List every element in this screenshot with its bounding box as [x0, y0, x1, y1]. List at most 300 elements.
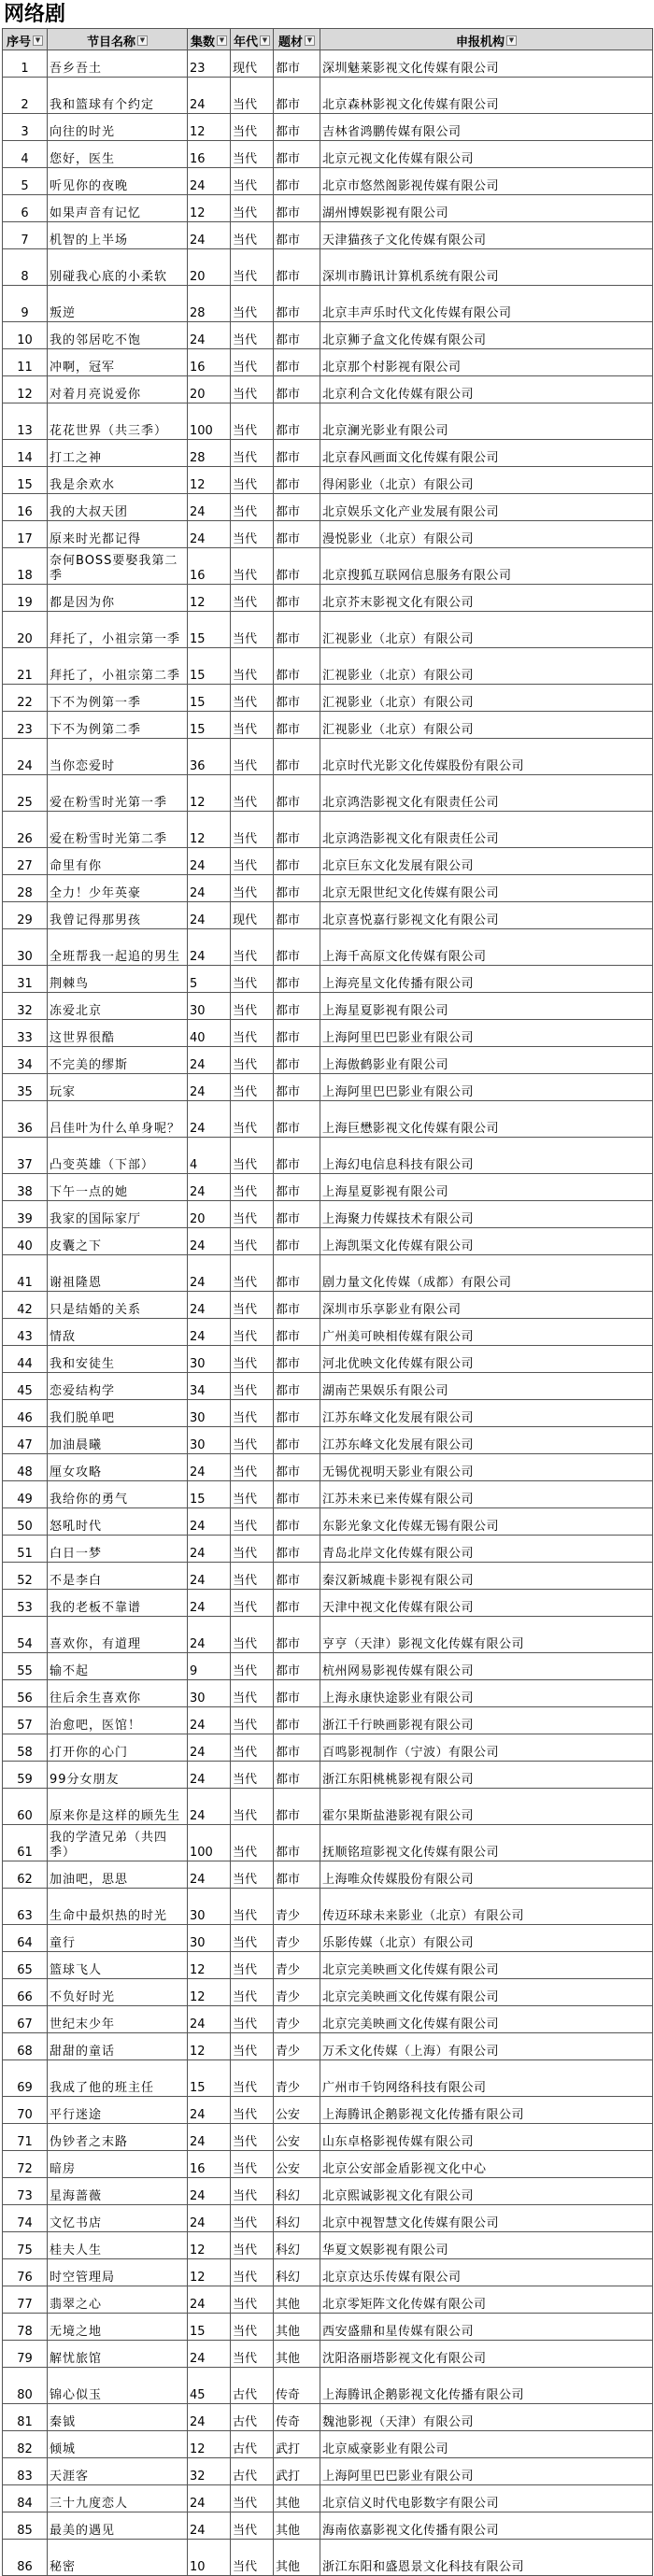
cell-era: 当代 [231, 812, 274, 848]
cell-name: 只是结婚的关系 [48, 1292, 188, 1319]
cell-genre: 其他 [274, 2512, 320, 2540]
cell-episodes: 12 [188, 1979, 231, 2006]
cell-name: 命里有你 [48, 848, 188, 875]
cell-episodes: 16 [188, 141, 231, 168]
cell-name: 喜欢你，有道理 [48, 1617, 188, 1653]
cell-genre: 青少 [274, 2033, 320, 2060]
cell-org: 秦汉新城鹿卡影视有限公司 [320, 1563, 653, 1590]
cell-era: 当代 [231, 1201, 274, 1228]
cell-org: 汇视影业（北京）有限公司 [320, 612, 653, 648]
cell-episodes: 5 [188, 966, 231, 993]
table-row [3, 1400, 653, 1427]
cell-episodes: 24 [188, 1734, 231, 1762]
cell-era: 当代 [231, 1508, 274, 1536]
cell-genre: 公安 [274, 2124, 320, 2151]
cell-episodes: 24 [188, 1590, 231, 1617]
cell-era: 当代 [231, 322, 274, 349]
cell-genre: 都市 [274, 929, 320, 966]
cell-genre: 都市 [274, 1734, 320, 1762]
cell-era: 当代 [231, 1536, 274, 1563]
cell-genre: 青少 [274, 1952, 320, 1979]
cell-no: 21 [3, 648, 48, 685]
col-header-episodes[interactable]: 集数 ▼ [188, 29, 231, 50]
table-row [3, 1427, 653, 1454]
cell-era: 当代 [231, 875, 274, 902]
cell-org: 北京熙诚影视文化有限公司 [320, 2178, 653, 2205]
cell-name: 时空管理局 [48, 2259, 188, 2286]
cell-name: 白日一梦 [48, 1536, 188, 1563]
cell-genre: 都市 [274, 1825, 320, 1861]
table-row [3, 376, 653, 403]
table-row [3, 2458, 653, 2485]
cell-genre: 都市 [274, 494, 320, 521]
table-row [3, 1563, 653, 1590]
cell-org: 北京狮子盒文化传媒有限公司 [320, 322, 653, 349]
cell-no: 84 [3, 2485, 48, 2512]
table-row [3, 322, 653, 349]
cell-org: 北京元视文化传媒有限公司 [320, 141, 653, 168]
cell-genre: 都市 [274, 685, 320, 712]
cell-name: 凸变英雄（下部） [48, 1138, 188, 1174]
cell-no: 67 [3, 2006, 48, 2033]
cell-no: 46 [3, 1400, 48, 1427]
table-row [3, 1373, 653, 1400]
cell-era: 当代 [231, 2178, 274, 2205]
cell-episodes: 12 [188, 1952, 231, 1979]
cell-era: 当代 [231, 2124, 274, 2151]
table-row [3, 1734, 653, 1762]
table-row [3, 739, 653, 775]
cell-no: 20 [3, 612, 48, 648]
cell-name: 您好，医生 [48, 141, 188, 168]
cell-no: 15 [3, 467, 48, 494]
table-row [3, 2314, 653, 2341]
cell-no: 39 [3, 1201, 48, 1228]
filter-dropdown-icon[interactable]: ▼ [506, 35, 517, 46]
cell-no: 16 [3, 494, 48, 521]
cell-org: 上海阿里巴巴影业有限公司 [320, 1020, 653, 1047]
cell-era: 当代 [231, 712, 274, 739]
table-row [3, 848, 653, 875]
cell-no: 44 [3, 1346, 48, 1373]
cell-no: 37 [3, 1138, 48, 1174]
cell-org: 北京利合文化传媒有限公司 [320, 376, 653, 403]
table-row [3, 2431, 653, 2458]
cell-genre: 公安 [274, 2151, 320, 2178]
cell-era: 当代 [231, 2540, 274, 2576]
table-row [3, 648, 653, 685]
cell-episodes: 15 [188, 2314, 231, 2341]
cell-genre: 都市 [274, 1047, 320, 1074]
cell-name: 甜甜的童话 [48, 2033, 188, 2060]
cell-org: 北京市悠然阁影视传媒有限公司 [320, 168, 653, 195]
cell-org: 汇视影业（北京）有限公司 [320, 685, 653, 712]
cell-name: 谢祖隆恩 [48, 1255, 188, 1292]
cell-genre: 传奇 [274, 2404, 320, 2431]
cell-genre: 都市 [274, 1481, 320, 1508]
cell-genre: 科幻 [274, 2259, 320, 2286]
cell-org: 上海星夏影视有限公司 [320, 1174, 653, 1201]
cell-org: 华夏文娱影视有限公司 [320, 2232, 653, 2259]
cell-genre: 青少 [274, 1925, 320, 1952]
cell-org: 乐影传媒（北京）有限公司 [320, 1925, 653, 1952]
cell-no: 12 [3, 376, 48, 403]
cell-name: 全力！少年英豪 [48, 875, 188, 902]
cell-genre: 都市 [274, 1319, 320, 1346]
cell-genre: 青少 [274, 1979, 320, 2006]
table-row [3, 1454, 653, 1481]
cell-no: 69 [3, 2060, 48, 2097]
cell-name: 我的学渣兄弟（共四季） [48, 1825, 188, 1861]
cell-era: 当代 [231, 1292, 274, 1319]
cell-genre: 都市 [274, 141, 320, 168]
cell-episodes: 30 [188, 1680, 231, 1707]
cell-episodes: 24 [188, 1617, 231, 1653]
cell-episodes: 24 [188, 1101, 231, 1138]
cell-genre: 其他 [274, 2286, 320, 2314]
table-row [3, 1020, 653, 1047]
cell-org: 上海亮星文化传播有限公司 [320, 966, 653, 993]
cell-name: 下午一点的她 [48, 1174, 188, 1201]
cell-name: 向往的时光 [48, 114, 188, 141]
cell-genre: 都市 [274, 349, 320, 376]
cell-org: 海南依嘉影视文化传播有限公司 [320, 2512, 653, 2540]
cell-genre: 都市 [274, 1653, 320, 1680]
cell-episodes: 24 [188, 168, 231, 195]
cell-era: 当代 [231, 521, 274, 548]
cell-no: 35 [3, 1074, 48, 1101]
cell-org: 北京芥末影视文化有限公司 [320, 585, 653, 612]
cell-episodes: 30 [188, 993, 231, 1020]
table-row [3, 1889, 653, 1925]
cell-episodes: 24 [188, 1292, 231, 1319]
cell-episodes: 24 [188, 1319, 231, 1346]
cell-episodes: 12 [188, 585, 231, 612]
cell-org: 汇视影业（北京）有限公司 [320, 648, 653, 685]
cell-org: 北京信义时代电影数字有限公司 [320, 2485, 653, 2512]
cell-genre: 武打 [274, 2431, 320, 2458]
cell-genre: 都市 [274, 739, 320, 775]
table-row [3, 168, 653, 195]
cell-name: 童行 [48, 1925, 188, 1952]
cell-org: 北京公安部金盾影视文化中心 [320, 2151, 653, 2178]
cell-episodes: 24 [188, 848, 231, 875]
cell-name: 下不为例第一季 [48, 685, 188, 712]
cell-episodes: 100 [188, 1825, 231, 1861]
cell-genre: 都市 [274, 467, 320, 494]
cell-episodes: 15 [188, 712, 231, 739]
col-header-no[interactable]: 序号 ▼ [3, 29, 48, 50]
cell-name: 拜托了，小祖宗第二季 [48, 648, 188, 685]
cell-era: 当代 [231, 2485, 274, 2512]
table-row [3, 1101, 653, 1138]
cell-genre: 都市 [274, 1454, 320, 1481]
cell-genre: 都市 [274, 114, 320, 141]
cell-org: 北京森林影视文化传媒有限公司 [320, 78, 653, 114]
cell-name: 皮囊之下 [48, 1228, 188, 1255]
cell-genre: 都市 [274, 1680, 320, 1707]
cell-episodes: 15 [188, 685, 231, 712]
cell-name: 我家的国际家厅 [48, 1201, 188, 1228]
cell-no: 47 [3, 1427, 48, 1454]
cell-name: 花花世界（共三季） [48, 403, 188, 440]
cell-name: 秘密 [48, 2540, 188, 2576]
cell-org: 北京喜悦嘉行影视文化有限公司 [320, 902, 653, 929]
cell-org: 深圳市腾讯计算机系统有限公司 [320, 249, 653, 286]
cell-name: 锦心似玉 [48, 2368, 188, 2404]
cell-episodes: 16 [188, 2151, 231, 2178]
table-row [3, 494, 653, 521]
cell-name: 叛逆 [48, 286, 188, 322]
cell-org: 广州市千钧网络科技有限公司 [320, 2060, 653, 2097]
cell-genre: 都市 [274, 376, 320, 403]
cell-org: 霍尔果斯盐港影视有限公司 [320, 1789, 653, 1825]
cell-episodes: 12 [188, 775, 231, 812]
cell-era: 当代 [231, 1174, 274, 1201]
cell-era: 当代 [231, 1319, 274, 1346]
table-row [3, 2097, 653, 2124]
cell-genre: 都市 [274, 966, 320, 993]
cell-no: 73 [3, 2178, 48, 2205]
filter-dropdown-icon[interactable]: ▼ [217, 35, 227, 46]
table-row [3, 1617, 653, 1653]
cell-episodes: 24 [188, 2512, 231, 2540]
cell-no: 5 [3, 168, 48, 195]
cell-name: 我成了他的班主任 [48, 2060, 188, 2097]
cell-era: 当代 [231, 168, 274, 195]
cell-no: 85 [3, 2512, 48, 2540]
cell-no: 55 [3, 1653, 48, 1680]
col-header-name[interactable]: 节目名称 ▼ [48, 29, 188, 50]
table-row [3, 2286, 653, 2314]
cell-episodes: 24 [188, 2485, 231, 2512]
col-header-genre[interactable]: 题材 ▼ [274, 29, 320, 50]
cell-genre: 都市 [274, 1074, 320, 1101]
table-row [3, 1952, 653, 1979]
cell-org: 北京巨东文化发展有限公司 [320, 848, 653, 875]
cell-episodes: 24 [188, 1536, 231, 1563]
cell-era: 当代 [231, 195, 274, 222]
cell-name: 吕佳叶为什么单身呢？ [48, 1101, 188, 1138]
cell-org: 上海腾讯企鹅影视文化传播有限公司 [320, 2097, 653, 2124]
cell-no: 25 [3, 775, 48, 812]
cell-name: 秦钺 [48, 2404, 188, 2431]
cell-era: 当代 [231, 1101, 274, 1138]
cell-no: 26 [3, 812, 48, 848]
cell-name: 加油晨曦 [48, 1427, 188, 1454]
cell-genre: 科幻 [274, 2205, 320, 2232]
table-row [3, 1228, 653, 1255]
cell-name: 听见你的夜晚 [48, 168, 188, 195]
cell-name: 拜托了，小祖宗第一季 [48, 612, 188, 648]
cell-name: 治愈吧，医馆！ [48, 1707, 188, 1734]
cell-org: 湖南芒果娱乐有限公司 [320, 1373, 653, 1400]
cell-name: 别碰我心底的小柔软 [48, 249, 188, 286]
filter-dropdown-icon[interactable]: ▼ [305, 35, 315, 46]
cell-org: 浙江东阳和盛恩景文化科技有限公司 [320, 2540, 653, 2576]
cell-name: 冻爱北京 [48, 993, 188, 1020]
cell-org: 浙江东阳桃桃影视有限公司 [320, 1762, 653, 1789]
cell-era: 当代 [231, 1454, 274, 1481]
cell-name: 荆棘鸟 [48, 966, 188, 993]
cell-no: 27 [3, 848, 48, 875]
cell-no: 56 [3, 1680, 48, 1707]
cell-genre: 科幻 [274, 2178, 320, 2205]
filter-dropdown-icon[interactable]: ▼ [137, 35, 148, 46]
table-row [3, 993, 653, 1020]
table-row [3, 929, 653, 966]
cell-name: 机智的上半场 [48, 222, 188, 249]
cell-no: 23 [3, 712, 48, 739]
cell-org: 北京春风画面文化传媒有限公司 [320, 440, 653, 467]
cell-era: 古代 [231, 2431, 274, 2458]
cell-name: 篮球飞人 [48, 1952, 188, 1979]
cell-era: 当代 [231, 1020, 274, 1047]
cell-era: 当代 [231, 1563, 274, 1590]
cell-era: 当代 [231, 1762, 274, 1789]
cell-era: 当代 [231, 78, 274, 114]
cell-org: 上海聚力传媒技术有限公司 [320, 1201, 653, 1228]
cell-era: 当代 [231, 1861, 274, 1889]
table-row [3, 966, 653, 993]
cell-org: 北京鸿浩影视文化有限责任公司 [320, 812, 653, 848]
cell-era: 当代 [231, 1481, 274, 1508]
cell-no: 54 [3, 1617, 48, 1653]
cell-genre: 都市 [274, 440, 320, 467]
cell-name: 我和安徒生 [48, 1346, 188, 1373]
cell-era: 当代 [231, 467, 274, 494]
cell-org: 汇视影业（北京）有限公司 [320, 712, 653, 739]
cell-name: 我的大叔天团 [48, 494, 188, 521]
cell-org: 湖州博娱影视有限公司 [320, 195, 653, 222]
cell-era: 当代 [231, 249, 274, 286]
table-row [3, 222, 653, 249]
cell-no: 19 [3, 585, 48, 612]
cell-genre: 都市 [274, 1020, 320, 1047]
cell-genre: 都市 [274, 1292, 320, 1319]
cell-org: 抚顺铭瑄影视文化传媒有限公司 [320, 1825, 653, 1861]
cell-era: 当代 [231, 1979, 274, 2006]
cell-org: 北京威豪影业有限公司 [320, 2431, 653, 2458]
table-row [3, 286, 653, 322]
cell-episodes: 24 [188, 1255, 231, 1292]
cell-no: 64 [3, 1925, 48, 1952]
cell-era: 古代 [231, 2458, 274, 2485]
cell-episodes: 12 [188, 2431, 231, 2458]
cell-org: 亨亨（天津）影视文化传媒有限公司 [320, 1617, 653, 1653]
cell-genre: 都市 [274, 1590, 320, 1617]
cell-episodes: 24 [188, 902, 231, 929]
cell-episodes: 24 [188, 1508, 231, 1536]
cell-episodes: 24 [188, 78, 231, 114]
cell-name: 不负好时光 [48, 1979, 188, 2006]
table-row [3, 2205, 653, 2232]
cell-no: 41 [3, 1255, 48, 1292]
cell-org: 无锡优视明天影业有限公司 [320, 1454, 653, 1481]
cell-genre: 都市 [274, 875, 320, 902]
cell-no: 79 [3, 2341, 48, 2368]
cell-name: 暗房 [48, 2151, 188, 2178]
table-row [3, 1680, 653, 1707]
cell-era: 当代 [231, 494, 274, 521]
cell-genre: 都市 [274, 50, 320, 78]
cell-episodes: 15 [188, 612, 231, 648]
cell-org: 浙江千行映画影视有限公司 [320, 1707, 653, 1734]
cell-episodes: 10 [188, 2540, 231, 2576]
filter-dropdown-icon[interactable]: ▼ [260, 35, 270, 46]
table-row [3, 2259, 653, 2286]
cell-name: 原来时光都记得 [48, 521, 188, 548]
table-row [3, 2178, 653, 2205]
cell-genre: 都市 [274, 648, 320, 685]
cell-episodes: 12 [188, 2232, 231, 2259]
cell-no: 3 [3, 114, 48, 141]
cell-episodes: 24 [188, 929, 231, 966]
cell-era: 当代 [231, 1346, 274, 1373]
cell-no: 65 [3, 1952, 48, 1979]
cell-era: 当代 [231, 648, 274, 685]
cell-name: 怒吼时代 [48, 1508, 188, 1536]
cell-era: 当代 [231, 1427, 274, 1454]
filter-dropdown-icon[interactable]: ▼ [33, 35, 43, 46]
table-row [3, 685, 653, 712]
cell-era: 当代 [231, 2060, 274, 2097]
cell-no: 30 [3, 929, 48, 966]
cell-no: 72 [3, 2151, 48, 2178]
table-row [3, 2006, 653, 2033]
cell-genre: 都市 [274, 222, 320, 249]
cell-org: 江苏东峰文化发展有限公司 [320, 1427, 653, 1454]
cell-no: 10 [3, 322, 48, 349]
cell-no: 18 [3, 548, 48, 585]
cell-episodes: 24 [188, 1563, 231, 1590]
table-row [3, 195, 653, 222]
cell-era: 当代 [231, 929, 274, 966]
cell-name: 99分女朋友 [48, 1762, 188, 1789]
cell-episodes: 45 [188, 2368, 231, 2404]
col-header-org[interactable]: 申报机构 ▼ [320, 29, 653, 50]
cell-era: 当代 [231, 1707, 274, 1734]
cell-era: 当代 [231, 2205, 274, 2232]
cell-era: 当代 [231, 966, 274, 993]
cell-org: 沈阳洛丽塔影视文化有限公司 [320, 2341, 653, 2368]
cell-episodes: 28 [188, 440, 231, 467]
cell-no: 75 [3, 2232, 48, 2259]
cell-no: 14 [3, 440, 48, 467]
cell-org: 北京完美映画文化传媒有限公司 [320, 1952, 653, 1979]
cell-genre: 都市 [274, 848, 320, 875]
cell-genre: 都市 [274, 1101, 320, 1138]
table-row [3, 2485, 653, 2512]
cell-episodes: 32 [188, 2458, 231, 2485]
cell-era: 现代 [231, 902, 274, 929]
cell-episodes: 15 [188, 2060, 231, 2097]
cell-no: 42 [3, 1292, 48, 1319]
cell-era: 当代 [231, 1047, 274, 1074]
cell-no: 48 [3, 1454, 48, 1481]
cell-org: 北京中视智慧文化传媒有限公司 [320, 2205, 653, 2232]
col-header-era[interactable]: 年代 ▼ [231, 29, 274, 50]
cell-era: 当代 [231, 349, 274, 376]
cell-org: 深圳市乐享影业有限公司 [320, 1292, 653, 1319]
cell-genre: 都市 [274, 168, 320, 195]
table-row [3, 1047, 653, 1074]
cell-org: 上海星夏影视有限公司 [320, 993, 653, 1020]
table-row [3, 1508, 653, 1536]
cell-episodes: 24 [188, 2205, 231, 2232]
cell-no: 63 [3, 1889, 48, 1925]
cell-era: 当代 [231, 1255, 274, 1292]
